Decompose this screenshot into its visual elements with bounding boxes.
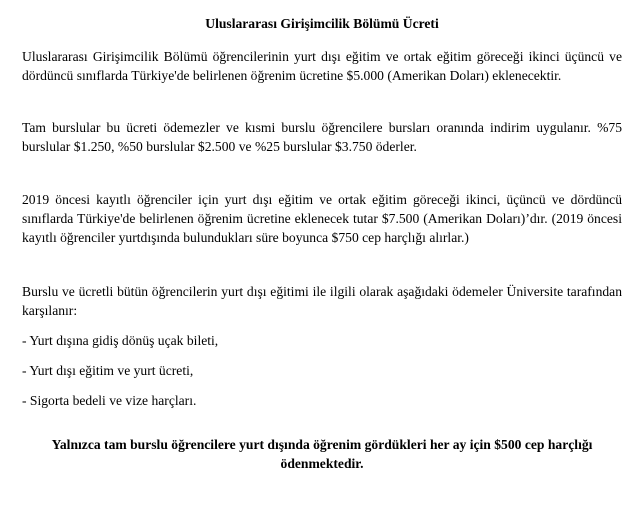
- paragraph-scholarship-discount: Tam burslular bu ücreti ödemezler ve kısmi burslu öğrencilere bursları oranında indirim uygulanır. %75 burslular $1.250, %50 burslular $2.500 ve %25 burslular $3.750 öderler.: [22, 120, 622, 154]
- paragraph-pre-2019-students: 2019 öncesi kayıtlı öğrenciler için yurt dışı eğitim ve ortak eğitim göreceği ikinci, üçüncü ve dördüncü sınıflarda Türkiye'de belirlenen öğrenim ücretine eklenecek tutar $7.500 (Amerikan Doları)’dır. (2019 öncesi kayıtlı öğrenciler yurtdışında bulundukları süre boyunca $750 cep harçlığı alırlar.): [22, 192, 622, 245]
- list-item-education-dorm-fee: - Yurt dışı eğitim ve yurt ücreti,: [22, 363, 194, 378]
- document-title: Uluslararası Girişimcilik Bölümü Ücreti: [205, 16, 439, 31]
- list-item-insurance-visa: - Sigorta bedeli ve vize harçları.: [22, 393, 197, 408]
- list-item-flight-ticket: - Yurt dışına gidiş dönüş uçak bileti,: [22, 333, 219, 348]
- footer-note: Yalnızca tam burslu öğrencilere yurt dışında öğrenim gördükleri her ay için $500 cep harçlığı ödenmektedir.: [51, 437, 593, 471]
- paragraph-fee-addition: Uluslararası Girişimcilik Bölümü öğrencilerinin yurt dışı eğitim ve ortak eğitim göreceği ikinci üçüncü ve dördüncü sınıflarda Türkiye'de belirlenen öğrenim ücretine $5.000 (Amerikan Doları) eklenecektir.: [22, 49, 622, 83]
- paragraph-university-covered-payments: Burslu ve ücretli bütün öğrencilerin yurt dışı eğitimi ile ilgili olarak aşağıdaki ödemeler Üniversite tarafından karşılanır:: [22, 284, 622, 318]
